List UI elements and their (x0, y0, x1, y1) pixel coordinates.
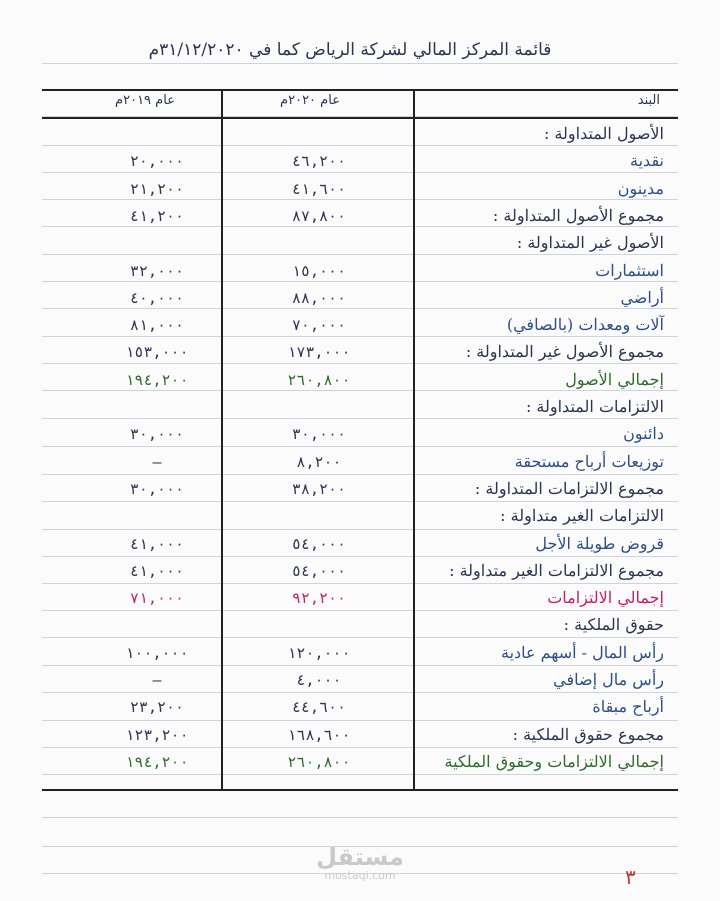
document-title: قائمة المركز المالي لشركة الرياض كما في ٣١/١٢/٢٠٢٠م (148, 40, 552, 60)
value-2019: ٨١,٠٠٠ (129, 316, 185, 335)
page-number: ٣ (625, 865, 636, 889)
row-label: إجمالي الالتزامات وحقوق الملكية (444, 751, 664, 771)
table-row (42, 477, 678, 503)
value-2019: ٣٠,٠٠٠ (129, 425, 185, 444)
table-row (42, 695, 678, 721)
table-row (42, 586, 678, 612)
watermark-latin: mostaqi.com (324, 869, 396, 882)
row-label: قروض طويلة الأجل (535, 533, 664, 553)
value-2019: — (152, 671, 162, 689)
value-2020: ٥٤,٠٠٠ (291, 561, 347, 580)
value-2019: ١٢٣,٢٠٠ (125, 725, 189, 744)
table-row (42, 286, 678, 312)
value-2020: ٤١,٦٠٠ (291, 179, 347, 198)
value-2019: ١٩٤,٢٠٠ (125, 370, 189, 389)
row-label: دائنون (623, 424, 664, 444)
value-2019: ٣٢,٠٠٠ (129, 261, 185, 280)
table-row (42, 723, 678, 749)
row-label: مجموع الأصول غير المتداولة : (465, 342, 664, 362)
value-2020: ٩٢,٢٠٠ (291, 589, 347, 608)
row-label: الالتزامات الغير متداولة : (500, 506, 664, 526)
table-row (42, 122, 678, 148)
table-header-border (42, 117, 678, 119)
value-2020: ٢٦٠,٨٠٠ (287, 370, 351, 389)
value-2020: ٥٤,٠٠٠ (291, 534, 347, 553)
table-row (42, 668, 678, 694)
value-2020: ٤٤,٦٠٠ (291, 698, 347, 717)
value-2019: ٤٠,٠٠٠ (129, 288, 185, 307)
row-label: حقوق الملكية : (563, 615, 664, 635)
value-2020: ٣٨,٢٠٠ (291, 479, 347, 498)
table-row (42, 149, 678, 175)
table-row (42, 532, 678, 558)
row-label: مجموع الأصول المتداولة : (492, 205, 664, 225)
value-2019: ١٩٤,٢٠٠ (125, 752, 189, 771)
table-bottom-border (42, 789, 678, 791)
row-label: توزيعات أرباح مستحقة (514, 451, 664, 471)
value-2019: ٤١,٠٠٠ (129, 534, 185, 553)
ruled-line (42, 817, 678, 818)
row-label: رأس مال إضافي (553, 670, 664, 689)
row-label: مجموع الالتزامات الغير متداولة : (449, 560, 664, 580)
watermark-arabic: مستقل (316, 843, 404, 871)
value-2020: ٢٦٠,٨٠٠ (287, 752, 351, 771)
table-row (42, 177, 678, 203)
row-label: مجموع حقوق الملكية : (512, 724, 664, 744)
value-2019: ١٠٠,٠٠٠ (125, 643, 189, 662)
value-2019: ٢٠,٠٠٠ (129, 152, 185, 171)
table-row (42, 395, 678, 421)
row-label: مدينون (617, 178, 664, 198)
table-row (42, 231, 678, 257)
value-2020: ٨٧,٨٠٠ (291, 206, 347, 225)
row-label: رأس المال - أسهم عادية (501, 642, 664, 662)
table-row (42, 340, 678, 366)
table-row (42, 750, 678, 776)
value-2019: ٤١,٢٠٠ (129, 206, 185, 225)
value-2020: ٤٦,٢٠٠ (291, 152, 347, 171)
row-label: نقدية (630, 151, 664, 171)
row-label: استثمارات (595, 260, 664, 280)
row-label: أراضي (620, 287, 664, 307)
row-label: الالتزامات المتداولة : (525, 397, 664, 416)
value-2019: ٤١,٠٠٠ (129, 561, 185, 580)
value-2019: ٢٣,٢٠٠ (129, 698, 185, 717)
table-row (42, 613, 678, 639)
value-2019: ٢١,٢٠٠ (129, 179, 185, 198)
value-2020: ٨٨,٠٠٠ (291, 288, 347, 307)
row-label: أرباح مبقاة (592, 697, 664, 717)
column-header-item: البند (637, 93, 660, 108)
value-2019: ٧١,٠٠٠ (129, 589, 185, 608)
row-label: الأصول غير المتداولة : (516, 233, 664, 253)
value-2020: ٤,٠٠٠ (296, 671, 342, 689)
table-row (42, 504, 678, 530)
table-row (42, 259, 678, 285)
row-label: الأصول المتداولة : (543, 124, 664, 143)
table-row (42, 368, 678, 394)
column-header-2019: عام ٢٠١٩م (115, 93, 175, 108)
value-2019: ٣٠,٠٠٠ (129, 479, 185, 498)
table-row (42, 204, 678, 230)
value-2020: ١٢٠,٠٠٠ (287, 643, 351, 662)
watermark-logo (300, 843, 420, 882)
row-label: آلات ومعدات (بالصافي) (506, 315, 664, 335)
table-row (42, 641, 678, 667)
row-label: مجموع الالتزامات المتداولة : (474, 478, 664, 498)
table-top-border (42, 89, 678, 91)
value-2020: ٧٠,٠٠٠ (291, 316, 347, 335)
value-2020: ١٦٨,٦٠٠ (287, 725, 351, 744)
table-row (42, 559, 678, 585)
value-2019: — (152, 452, 162, 471)
value-2020: ٨,٢٠٠ (296, 452, 342, 471)
table-row (42, 422, 678, 448)
row-label: إجمالي الأصول (565, 369, 664, 389)
table-row (42, 450, 678, 476)
value-2020: ١٥,٠٠٠ (291, 261, 347, 280)
value-2020: ١٧٣,٠٠٠ (287, 343, 351, 362)
ruled-line (42, 63, 678, 64)
table-row (42, 313, 678, 339)
row-label: إجمالي الالتزامات (547, 588, 664, 608)
value-2019: ١٥٣,٠٠٠ (125, 343, 189, 362)
value-2020: ٣٠,٠٠٠ (291, 425, 347, 444)
column-header-2020: عام ٢٠٢٠م (280, 93, 340, 108)
